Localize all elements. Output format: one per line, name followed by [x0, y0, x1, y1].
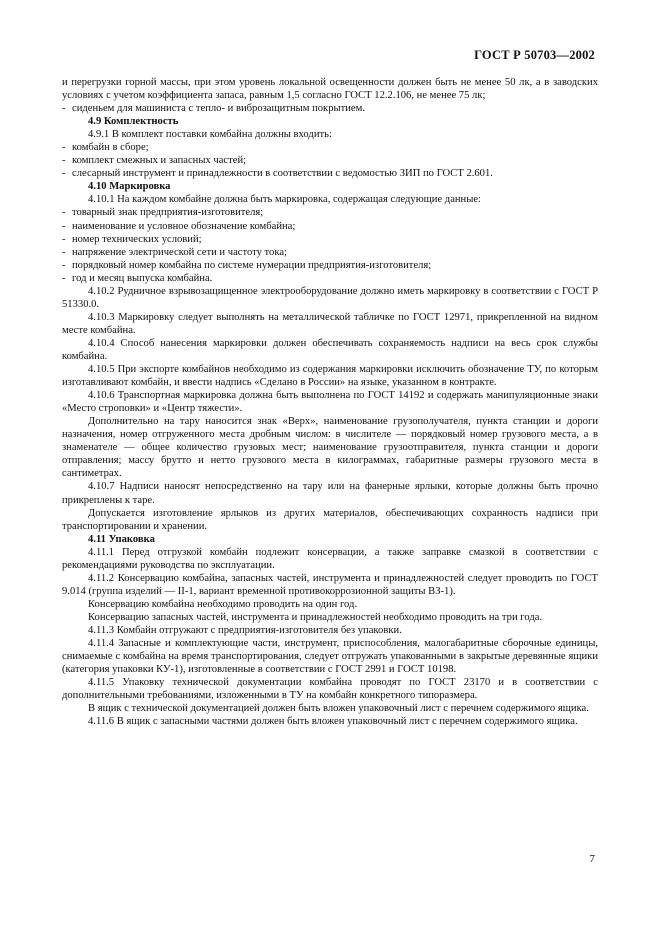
- list-item: [62, 141, 598, 154]
- paragraph: 4.10.2 Рудничное взрывозащищенное электрооборудование должно иметь маркировку в соответствии с ГОСТ Р 51330.0.: [62, 285, 598, 310]
- list-item: [62, 233, 598, 246]
- page-number: 7: [589, 853, 595, 865]
- list-dash: -: [62, 103, 66, 115]
- list-item: [62, 220, 598, 233]
- paragraph: 4.9.1 В комплект поставки комбайна должны входить:: [88, 129, 332, 141]
- list-dash: -: [62, 142, 66, 154]
- list-dash: -: [62, 246, 66, 258]
- list-item-text: комплект смежных и запасных частей;: [72, 155, 247, 167]
- section-heading: 4.10 Маркировка: [88, 181, 171, 193]
- list-dash: -: [62, 259, 66, 271]
- paragraph: Консервацию комбайна необходимо проводить на один год.: [88, 598, 358, 610]
- list-dash: -: [62, 233, 66, 245]
- paragraph: 4.10.5 При экспорте комбайнов необходимо из содержания маркировки исключить обозначение ТУ, по которым изготавливают комбайн, и ввести надпись «Сделано в России» на языке, указанном в контракте.: [62, 364, 598, 389]
- list-dash: -: [62, 207, 66, 219]
- paragraph: и перегрузки горной массы, при этом уровень локальной освещенности должен быть не менее 50 лк, а в заводских условиях с учетом коэффициента запаса, равным 1,5 согласно ГОСТ 12.2.106, не менее 75 лк;: [62, 77, 598, 102]
- paragraph: Консервацию запасных частей, инструмента и принадлежностей необходимо проводить на три года.: [88, 611, 543, 623]
- paragraph: 4.11.2 Консервацию комбайна, запасных частей, инструмента и принадлежностей следует проводить по ГОСТ 9.014 (группа изделий — II-1, вариант временной противокоррозионной защиты ВЗ-1).: [62, 572, 598, 597]
- list-item-text: комбайн в сборе;: [72, 142, 149, 154]
- paragraph: 4.10.1 На каждом комбайне должна быть маркировка, содержащая следующие данные:: [88, 194, 481, 206]
- paragraph: 4.10.7 Надписи наносят непосредственно на тару или на фанерные ярлыки, которые должны быть прочно прикреплены к таре.: [62, 481, 598, 506]
- list-item: [62, 272, 598, 285]
- list-item: [62, 206, 598, 219]
- paragraph: Допускается изготовление ярлыков из других материалов, обеспечивающих сохранность надписи при транспортировании и хранении.: [62, 507, 598, 532]
- paragraph: 4.11.3 Комбайн отгружают с предприятия-изготовителя без упаковки.: [88, 624, 402, 636]
- list-item: [62, 102, 598, 115]
- paragraph: 4.11.4 Запасные и комплектующие части, инструмент, приспособления, малогабаритные сборочные единицы, снимаемые с комбайна на время транспортирования, следует отгружать упакованными в закрытые деревянные ящики (категория упаковки КУ-1), изготовленные в соответствии с ГОСТ 2991 и ГОСТ 10198.: [62, 638, 598, 676]
- document-body: [62, 76, 598, 728]
- list-item: [62, 167, 598, 180]
- section-heading: 4.11 Упаковка: [88, 533, 155, 545]
- paragraph: 4.10.4 Способ нанесения маркировки должен обеспечивать сохраняемость надписи на весь срок службы комбайна.: [62, 337, 598, 362]
- paragraph: 4.11.6 В ящик с запасными частями должен быть вложен упаковочный лист с перечнем содержимого ящика.: [88, 716, 578, 728]
- list-item-text: год и месяц выпуска комбайна.: [72, 272, 213, 284]
- paragraph: 4.11.5 Упаковку технической документации комбайна проводят по ГОСТ 23170 и в соответствии с дополнительными требованиями, изложенными в ТУ на комбайн конкретного типоразмера.: [62, 677, 598, 702]
- paragraph: Дополнительно на тару наносится знак «Верх», наименование грузополучателя, пункта станции и дороги назначения, номер отгруженного места дробным числом: в числителе — порядковый номер грузового места, а в знаменателе — общее количество грузовых мест; наименование грузоотправителя, пункта станции и дороги отправления; массу брутто и нетто грузового места в килограммах, габаритные размеры грузового места в сантиметрах.: [62, 416, 598, 480]
- list-item: [62, 246, 598, 259]
- list-item: [62, 154, 598, 167]
- paragraph: 4.10.3 Маркировку следует выполнять на металлической табличке по ГОСТ 12971, прикрепленной на видном месте комбайна.: [62, 311, 598, 336]
- document-header: ГОСТ Р 50703—2002: [474, 48, 595, 62]
- list-dash: -: [62, 272, 66, 284]
- paragraph: 4.11.1 Перед отгрузкой комбайн подлежит консервации, а также заправке смазкой в соответствии с рекомендациями руководства по эксплуатации.: [62, 546, 598, 571]
- list-dash: -: [62, 168, 66, 180]
- section-heading: 4.9 Комплектность: [88, 116, 179, 128]
- list-item-text: сиденьем для машиниста с тепло- и виброзащитным покрытием.: [72, 103, 365, 115]
- list-item-text: товарный знак предприятия-изготовителя;: [72, 207, 264, 219]
- list-item-text: порядковый номер комбайна по системе нумерации предприятия-изготовителя;: [72, 259, 432, 271]
- list-item: [62, 259, 598, 272]
- list-item-text: слесарный инструмент и принадлежности в соответствии с ведомостью ЗИП по ГОСТ 2.601.: [72, 168, 493, 180]
- paragraph: В ящик с технической документацией должен быть вложен упаковочный лист с перечнем содержимого ящика.: [88, 703, 589, 715]
- list-item-text: напряжение электрической сети и частоту тока;: [72, 246, 287, 258]
- list-dash: -: [62, 220, 66, 232]
- paragraph: 4.10.6 Транспортная маркировка должна быть выполнена по ГОСТ 14192 и содержать манипуляционные знаки «Место строповки» и «Центр тяжести».: [62, 390, 598, 415]
- list-dash: -: [62, 155, 66, 167]
- list-item-text: наименование и условное обозначение комбайна;: [72, 220, 296, 232]
- list-item-text: номер технических условий;: [72, 233, 202, 245]
